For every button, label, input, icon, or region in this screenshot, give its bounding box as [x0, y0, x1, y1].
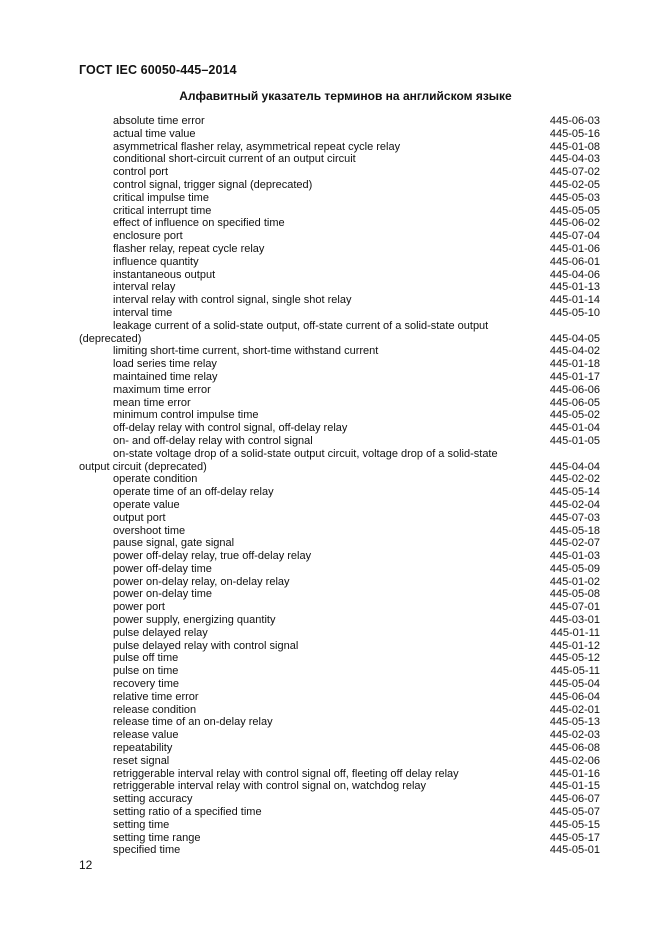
index-code: 445-07-01: [549, 601, 600, 614]
index-term: leakage current of a solid-state output, off-state current of a solid-state output (deprecated): [79, 319, 489, 345]
index-entry: [79, 780, 600, 793]
index-term: critical interrupt time: [113, 204, 212, 217]
index-code: 445-05-17: [549, 831, 600, 844]
index-term: power on-delay relay, on-delay relay: [113, 575, 290, 588]
index-code: 445-04-05: [549, 332, 600, 345]
index-entry: [79, 307, 600, 320]
index-term: pulse on time: [113, 665, 179, 678]
index-entry: [79, 397, 600, 410]
index-entry: [79, 141, 600, 154]
index-term: pulse delayed relay with control signal: [113, 639, 299, 652]
index-term: operate value: [113, 498, 180, 511]
index-term: interval relay with control signal, single shot relay: [113, 294, 352, 307]
index-term: asymmetrical flasher relay, asymmetrical repeat cycle relay: [113, 140, 401, 153]
index-code: 445-05-07: [549, 806, 600, 819]
index-term: reset signal: [113, 754, 170, 767]
index-term: repeatability: [113, 742, 173, 755]
index-entry: [79, 435, 600, 448]
index-code: 445-02-06: [549, 754, 600, 767]
index-code: 445-03-01: [549, 614, 600, 627]
index-term: release condition: [113, 703, 197, 716]
index-entry: [79, 601, 600, 614]
index-entry: [79, 729, 600, 742]
index-code: 445-01-06: [549, 242, 600, 255]
index-term: setting time range: [113, 831, 201, 844]
index-code: 445-05-18: [549, 524, 600, 537]
index-entry: [79, 691, 600, 704]
index-code: 445-01-12: [549, 639, 600, 652]
index-code: 445-06-03: [549, 115, 600, 127]
index-term: limiting short-time current, short-time withstand current: [113, 345, 379, 358]
index-code: 445-07-03: [549, 511, 600, 524]
index-term: actual time value: [113, 127, 196, 140]
index-entry: [79, 358, 600, 371]
index-entry: [79, 665, 600, 678]
index-code: 445-05-04: [549, 678, 600, 691]
index-entry: [79, 384, 600, 397]
index-term: critical impulse time: [113, 191, 209, 204]
index-code: 445-01-13: [549, 281, 600, 294]
index-code: 445-02-05: [549, 178, 600, 191]
index-entry: [79, 678, 600, 691]
index-entry: [79, 166, 600, 179]
index-entry: [79, 755, 600, 768]
index-code: 445-01-02: [549, 575, 600, 588]
index-entry: [79, 512, 600, 525]
index-term: absolute time error: [113, 115, 205, 127]
index-entry: [79, 742, 600, 755]
index-term: minimum control impulse time: [113, 409, 259, 422]
index-code: 445-05-11: [550, 665, 600, 678]
index-term: relative time error: [113, 690, 199, 703]
index-code: 445-02-07: [549, 537, 600, 550]
index-code: 445-01-04: [549, 422, 600, 435]
index-term: flasher relay, repeat cycle relay: [113, 242, 265, 255]
index-entry: [79, 588, 600, 601]
index-code: 445-02-03: [549, 729, 600, 742]
index-code: 445-07-04: [549, 230, 600, 243]
index-entry: [79, 563, 600, 576]
index-term: power off-delay relay, true off-delay relay: [113, 550, 312, 563]
index-term: on-state voltage drop of a solid-state output circuit, voltage drop of a solid-state output circuit (deprecated): [79, 447, 498, 473]
index-entry: [79, 819, 600, 832]
index-entry: [79, 640, 600, 653]
index-entry: [79, 768, 600, 781]
index-code: 445-05-02: [549, 409, 600, 422]
page-number: 12: [79, 858, 93, 872]
index-term: load series time relay: [113, 358, 217, 371]
term-index-list: [79, 115, 600, 857]
index-term: control signal, trigger signal (deprecated): [113, 178, 313, 191]
index-entry: [79, 652, 600, 665]
index-entry: [79, 153, 600, 166]
document-code: ГОСТ IEC 60050-445–2014: [79, 63, 237, 77]
index-code: 445-04-02: [549, 345, 600, 358]
index-entry: [79, 537, 600, 550]
index-code: 445-02-01: [549, 703, 600, 716]
index-entry: [79, 716, 600, 729]
index-entry: [79, 243, 600, 256]
index-term: overshoot time: [113, 524, 186, 537]
index-code: 445-06-07: [549, 793, 600, 806]
index-entry: [79, 230, 600, 243]
index-term: specified time: [113, 844, 181, 857]
index-term: pulse off time: [113, 652, 179, 665]
index-term: setting accuracy: [113, 793, 193, 806]
index-entry: [79, 550, 600, 563]
index-term: influence quantity: [113, 255, 199, 268]
index-code: 445-06-05: [549, 396, 600, 409]
index-entry: [79, 832, 600, 845]
index-term: power off-delay time: [113, 562, 212, 575]
index-entry: [79, 128, 600, 141]
index-entry: [79, 409, 600, 422]
index-entry: [79, 205, 600, 218]
index-term: output port: [113, 511, 166, 524]
index-code: 445-01-05: [549, 434, 600, 447]
index-entry: [79, 806, 600, 819]
index-term: pulse delayed relay: [113, 626, 208, 639]
index-entry: [79, 320, 600, 346]
index-term: instantaneous output: [113, 268, 216, 281]
index-code: 445-06-04: [549, 690, 600, 703]
index-code: 445-06-01: [549, 255, 600, 268]
index-term: maximum time error: [113, 383, 211, 396]
index-code: 445-06-08: [549, 742, 600, 755]
index-entry: [79, 576, 600, 589]
index-code: 445-05-13: [549, 716, 600, 729]
index-entry: [79, 627, 600, 640]
index-code: 445-05-16: [549, 127, 600, 140]
index-entry: [79, 269, 600, 282]
section-title: Алфавитный указатель терминов на английском языке: [179, 89, 512, 103]
index-code: 445-05-14: [549, 486, 600, 499]
index-entry: [79, 256, 600, 269]
index-term: effect of influence on specified time: [113, 217, 285, 230]
index-term: setting ratio of a specified time: [113, 806, 262, 819]
index-entry: [79, 448, 600, 474]
index-entry: [79, 793, 600, 806]
index-entry: [79, 486, 600, 499]
index-code: 445-05-05: [549, 204, 600, 217]
index-code: 445-02-04: [549, 498, 600, 511]
index-entry: [79, 281, 600, 294]
index-code: 445-05-09: [549, 562, 600, 575]
index-entry: [79, 192, 600, 205]
index-code: 445-01-18: [549, 358, 600, 371]
index-code: 445-04-03: [549, 153, 600, 166]
index-term: release value: [113, 729, 179, 742]
index-term: operate time of an off-delay relay: [113, 486, 274, 499]
index-code: 445-02-02: [549, 473, 600, 486]
index-term: setting time: [113, 818, 170, 831]
index-code: 445-05-10: [549, 306, 600, 319]
index-term: recovery time: [113, 678, 180, 691]
index-entry: [79, 371, 600, 384]
index-code: 445-01-11: [550, 626, 600, 639]
index-code: 445-01-17: [549, 370, 600, 383]
index-code: 445-05-08: [549, 588, 600, 601]
index-term: conditional short-circuit current of an output circuit: [113, 153, 356, 166]
index-code: 445-04-06: [549, 268, 600, 281]
index-entry: [79, 844, 600, 857]
index-entry: [79, 115, 600, 128]
index-code: 445-01-16: [549, 767, 600, 780]
index-entry: [79, 422, 600, 435]
index-term: control port: [113, 166, 169, 179]
index-entry: [79, 217, 600, 230]
index-term: power supply, energizing quantity: [113, 614, 276, 627]
index-term: retriggerable interval relay with control signal on, watchdog relay: [113, 780, 427, 793]
index-code: 445-05-03: [549, 191, 600, 204]
index-term: interval relay: [113, 281, 176, 294]
index-term: operate condition: [113, 473, 198, 486]
index-code: 445-05-15: [549, 818, 600, 831]
index-code: 445-06-02: [549, 217, 600, 230]
index-code: 445-05-01: [549, 844, 600, 857]
index-code: 445-01-14: [549, 294, 600, 307]
index-entry: [79, 179, 600, 192]
index-code: 445-04-04: [549, 460, 600, 473]
index-entry: [79, 614, 600, 627]
index-code: 445-05-12: [549, 652, 600, 665]
index-term: on- and off-delay relay with control signal: [113, 434, 313, 447]
index-code: 445-01-15: [549, 780, 600, 793]
index-entry: [79, 345, 600, 358]
index-entry: [79, 704, 600, 717]
index-term: off-delay relay with control signal, off-delay relay: [113, 422, 348, 435]
index-code: 445-01-03: [549, 550, 600, 563]
index-term: interval time: [113, 306, 173, 319]
index-term: pause signal, gate signal: [113, 537, 235, 550]
index-entry: [79, 473, 600, 486]
index-term: enclosure port: [113, 230, 183, 243]
index-term: power port: [113, 601, 165, 614]
index-term: release time of an on-delay relay: [113, 716, 273, 729]
index-entry: [79, 294, 600, 307]
index-term: mean time error: [113, 396, 191, 409]
index-term: power on-delay time: [113, 588, 213, 601]
index-entry: [79, 525, 600, 538]
index-code: 445-01-08: [549, 140, 600, 153]
index-term: maintained time relay: [113, 370, 218, 383]
index-entry: [79, 499, 600, 512]
index-code: 445-07-02: [549, 166, 600, 179]
index-term: retriggerable interval relay with control signal off, fleeting off delay relay: [113, 767, 459, 780]
index-code: 445-06-06: [549, 383, 600, 396]
